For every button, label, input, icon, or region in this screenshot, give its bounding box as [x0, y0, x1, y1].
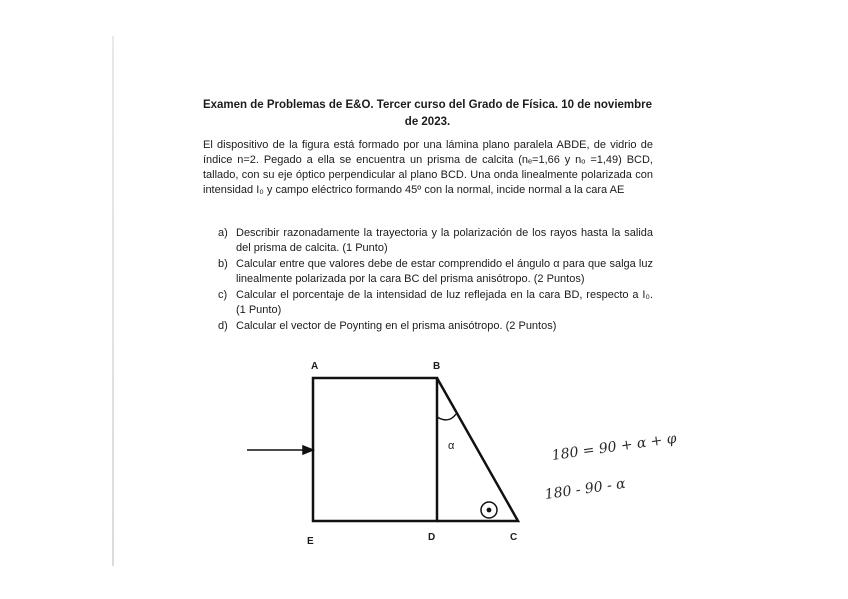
handwritten-note-1: 180 = 90 + α + φ — [550, 430, 678, 464]
question-text: Calcular el porcentaje de la intensidad de luz reflejada en la cara BD, respecto a I₀. (1 Punto) — [236, 289, 653, 316]
problem-statement: El dispositivo de la figura está formado por una lámina plano paralela ABDE, de vidrio de índice n=2. Pegado a ella se encuentra un prisma de calcita (nₑ=1,66 y nₒ =1,49) BCD, tallado, con su eje óptico perpendicular al plano BCD. Una onda linealmente polarizada con intensidad I₀ y campo eléctrico formando 45º con la normal, incide normal a la cara AE — [203, 139, 653, 196]
vertex-label-e: E — [307, 536, 314, 547]
question-text: Calcular entre que valores debe de estar comprendido el ángulo α para que salga luz linealmente polarizada por la cara BC del prisma anisótropo. (2 Puntos) — [236, 258, 653, 285]
incident-ray-arrowhead — [303, 446, 313, 454]
vertex-label-a: A — [311, 361, 319, 372]
question-letter: a) — [218, 227, 228, 239]
vertex-label-b: B — [433, 361, 441, 372]
question-text: Calcular el vector de Poynting en el prisma anisótropo. (2 Puntos) — [236, 320, 557, 332]
question-letter: c) — [218, 289, 228, 301]
angle-alpha-label: α — [448, 440, 455, 452]
vertex-label-c: C — [510, 532, 518, 543]
exam-title: Examen de Problemas de E&O. Tercer curso del Grado de Física. 10 de noviembre de 2023. — [202, 99, 653, 128]
handwritten-note-2: 180 - 90 - α — [543, 475, 627, 503]
question-letter: b) — [218, 258, 228, 270]
glass-plate-abde — [313, 378, 437, 521]
question-letter: d) — [218, 320, 228, 332]
optic-axis-dot — [487, 508, 492, 513]
question-text: Describir razonadamente la trayectoria y la polarización de los rayos hasta la salida del prisma de calcita. (1 Punto) — [236, 227, 653, 254]
angle-alpha-arc — [437, 414, 456, 420]
vertex-label-d: D — [428, 532, 436, 543]
